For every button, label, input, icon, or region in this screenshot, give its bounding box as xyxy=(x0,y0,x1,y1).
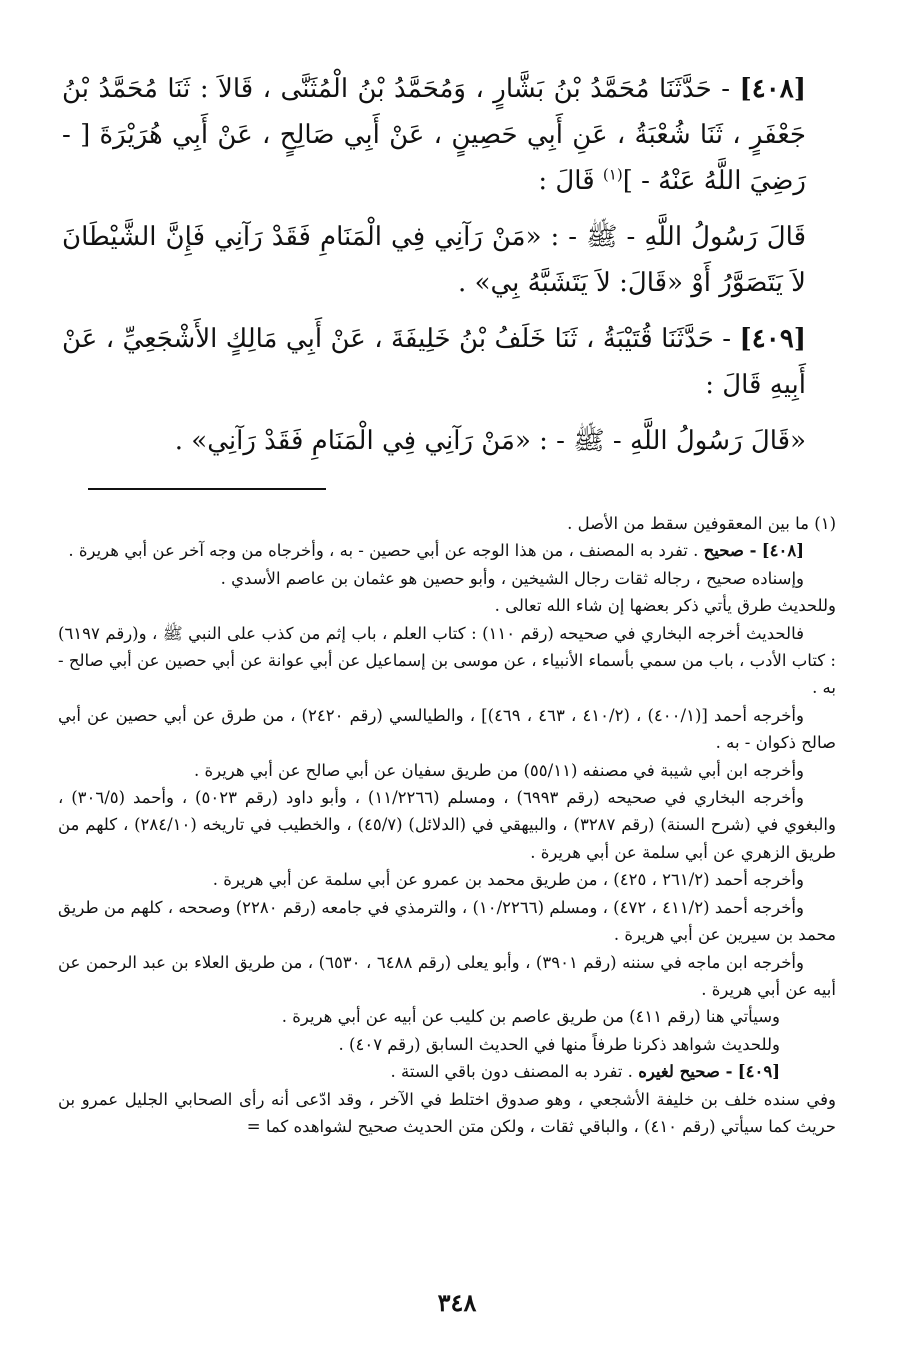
note-bukhari-2: وأخرجه البخاري في صحيحه (رقم ٦٩٩٣) ، ومسلم (١١/٢٢٦٦) ، وأبو داود (رقم ٥٠٢٣) ، وأحمد (٣٠٦/٥) ، والبغوي في (شرح السنة) (رقم ٣٢٨٧) ، والبيهقي في (الدلائل) (٤٥/٧) ، والخطيب في تاريخه (٢٨٤/١٠) ، كلهم من طريق الزهري عن أبي سلمة عن أبي هريرة . xyxy=(58,788,836,862)
note-turuq: وللحديث طرق يأتي ذكر بعضها إن شاء الله تعالى . xyxy=(494,596,836,616)
footnotes xyxy=(58,510,836,1140)
footnote-1: (١) ما بين المعقوفين سقط من الأصل . xyxy=(567,514,836,533)
note-ahmad: وأخرجه أحمد [(٤٠٠/١) ، (٤١٠/٢ ، ٤٦٣ ، ٤٦٩)] ، والطيالسي (رقم ٢٤٢٠) ، من طرق عن أبي حصين عن أبي صالح ذكوان - به . xyxy=(58,705,836,753)
hadith-408-matn: قَالَ رَسُولُ اللَّهِ - ﷺ - : «مَنْ رَآنِي فِي الْمَنَامِ فَقَدْ رَآنِي فَإِنَّ الشَّيْطَانَ لاَ يَتَصَوَّرُ أَوْ «قَالَ: لاَ يَتَشَبَّهُ بِي» . xyxy=(62,222,806,298)
note-ibn-abi-shayba: وأخرجه ابن أبي شيبة في مصنفه (٥٥/١١) من طريق سفيان عن أبي صالح عن أبي هريرة . xyxy=(193,760,804,780)
note-ibn-majah: وأخرجه ابن ماجه في سننه (رقم ٣٩٠١) ، وأبو يعلى (رقم ٦٤٨٨ ، ٦٥٣٠) ، من طريق العلاء بن عبد الرحمن عن أبيه عن أبي هريرة . xyxy=(58,952,836,999)
main-text xyxy=(62,66,848,464)
hadith-409-isnad-text: - حَدَّثَنَا قُتَيْبَةُ ، ثَنَا خَلَفُ بْنُ خَلِيفَةَ ، عَنْ أَبِي مَالِكٍ الأَشْجَعِيِّ ، عَنْ أَبِيهِ قَالَ : xyxy=(62,324,806,400)
page-number: ٣٤٨ xyxy=(437,1288,477,1317)
hadith-409-number: [٤٠٩] xyxy=(739,324,807,354)
note-bukhari: فالحديث أخرجه البخاري في صحيحه (رقم ١١٠) : كتاب العلم ، باب إثم من كذب على النبي ﷺ ، و(رقم ٦١٩٧) : كتاب الأدب ، باب من سمي بأسماء الأنبياء ، عن موسى بن إسماعيل عن أبي عوانة عن أبي حصين عن أبي صالح - به . xyxy=(58,623,836,698)
hadith-409-matn: «قَالَ رَسُولُ اللَّهِ - ﷺ - : «مَنْ رَآنِي فِي الْمَنَامِ فَقَدْ رَآنِي» . xyxy=(174,426,806,456)
note-shawahid: وللحديث شواهد ذكرنا طرفاً منها في الحديث السابق (رقم ٤٠٧) . xyxy=(338,1034,780,1054)
note-ahmad-2: وأخرجه أحمد (٢٦١/٢ ، ٤٢٥) ، من طريق محمد بن عمرو عن أبي سلمة عن أبي هريرة . xyxy=(212,870,804,890)
hadith-408-number: [٤٠٨] xyxy=(739,74,806,104)
note-khalaf: وفي سنده خلف بن خليفة الأشجعي ، وهو صدوق اختلط في الآخر ، وقد ادّعى أنه رأى الصحابي الجليل عمرو بن حريث كما سيأتي (رقم ٤١٠) ، والباقي ثقات ، ولكن متن الحديث صحيح لشواهده كما = xyxy=(58,1089,836,1136)
hadith-408-isnad xyxy=(62,66,848,204)
footnote-separator xyxy=(88,488,326,490)
hadith-408-isnad-text: - حَدَّثَنَا مُحَمَّدُ بْنُ بَشَّارٍ ، وَمُحَمَّدُ بْنُ الْمُثَنَّى ، قَالاَ : ثَنَا مُحَمَّدُ بْنُ جَعْفَرٍ ، ثَنَا شُعْبَةُ ، عَنِ أَبِي حَصِينٍ ، عَنْ أَبِي صَالِحٍ ، عَنْ أَبِي هُرَيْرَةَ [ - رَضِيَ اللَّهُ عَنْهُ - ] xyxy=(62,74,806,196)
note-ahmad-3: وأخرجه أحمد (٤١١/٢ ، ٤٧٢) ، ومسلم (١٠/٢٢٦٦) ، والترمذي في جامعه (رقم ٢٢٨٠) وصححه ، كلهم من طريق محمد بن سيرين عن أبي هريرة . xyxy=(58,897,836,945)
note-sayati: وسيأتي هنا (رقم ٤١١) من طريق عاصم بن كليب عن أبيه عن أبي هريرة . xyxy=(281,1007,780,1027)
hadith-409-isnad xyxy=(62,316,848,408)
note-409-grade: [٤٠٩] - صحيح لغيره . تفرد به المصنف دون باقي الستة . xyxy=(390,1062,780,1082)
hadith-408-qala: قَالَ : xyxy=(538,166,595,196)
note-408-grade: [٤٠٨] - صحيح . تفرد به المصنف ، من هذا الوجه عن أبي حصين - به ، وأخرجاه من وجه آخر عن أبي هريرة . xyxy=(68,541,804,561)
note-isnad: وإسناده صحيح ، رجاله ثقات رجال الشيخين ، وأبو حصين هو عثمان بن عاصم الأسدي . xyxy=(220,568,804,588)
footnote-marker: (١) xyxy=(602,165,623,184)
